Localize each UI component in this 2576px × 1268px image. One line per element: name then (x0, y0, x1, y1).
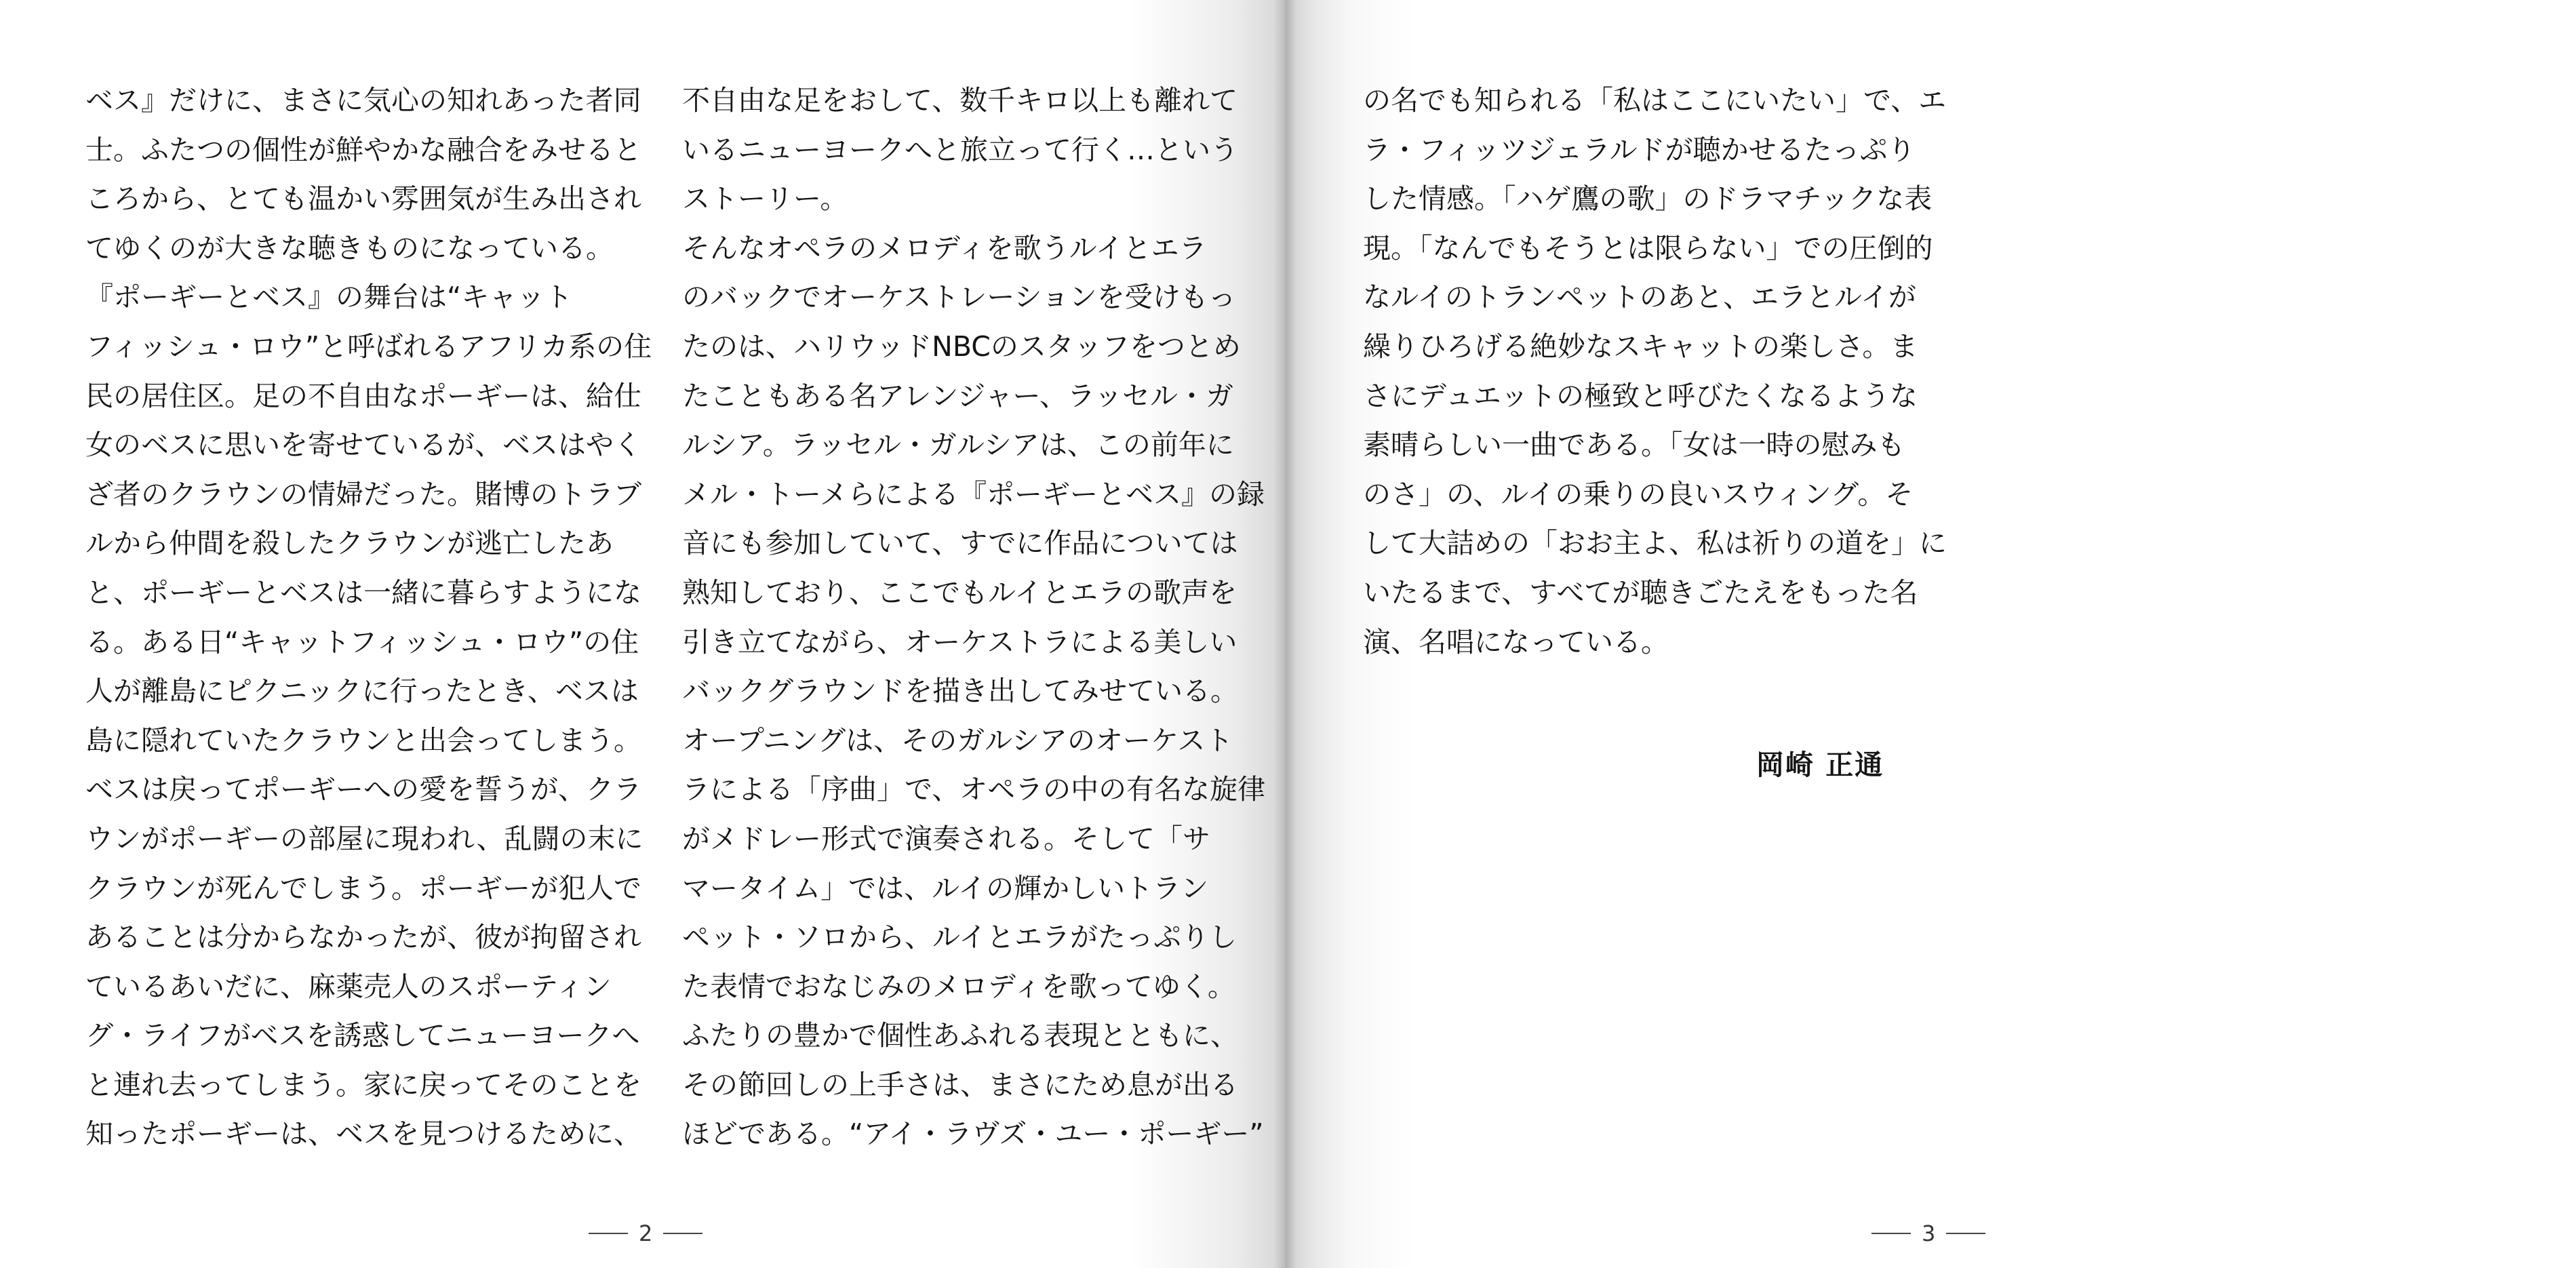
text-line: ルシア。ラッセル・ガルシアは、この前年に (682, 429, 1234, 462)
text-line: フィッシュ・ロウ”と呼ばれるアフリカ系の住 (85, 330, 652, 363)
text-line: 演、名唱になっている。 (1363, 625, 1669, 658)
text-line: てゆくのが大きな聴きものになっている。 (85, 231, 614, 264)
page-number-dash (1946, 1233, 1985, 1234)
bleed-through-lyrics-lower (1356, 719, 1362, 750)
text-line: る。ある日“キャットフィッシュ・ロウ”の住 (85, 625, 639, 658)
text-line: 現。「なんでもそうとは限らない」での圧倒的 (1363, 231, 1933, 264)
text-line: クラウンが死んでしまう。ポーギーが犯人で (85, 871, 641, 905)
text-line: がメドレー形式で演奏される。そして「サ (682, 822, 1210, 855)
text-column-3 (1363, 76, 1947, 667)
text-line: いるニューヨークへと旅立って行く…という (682, 133, 1238, 166)
text-line: なルイのトランペットのあと、エラとルイが (1363, 281, 1916, 314)
bleed-through-titles (2238, 81, 2245, 122)
page-number-left (589, 1221, 702, 1246)
author-name: 岡崎 正通 (1756, 749, 1884, 781)
text-line: オープニングは、そのガルシアのオーケスト (682, 724, 1233, 757)
bleed-through-lyrics-lower-2 (1682, 719, 1687, 750)
text-line: バックグラウンドを描き出してみせている。 (682, 675, 1238, 708)
text-line: ウンがポーギーの部屋に現われ、乱闘の末に (85, 822, 643, 855)
page-number-value: 3 (1922, 1221, 1936, 1246)
text-line: ベスは戻ってポーギーへの愛を誓うが、クラ (85, 773, 641, 806)
text-line: そんなオペラのメロディを歌うルイとエラ (682, 231, 1207, 264)
text-line: 素晴らしい一曲である。「女は一時の慰みも (1363, 429, 1905, 462)
text-line: ラによる「序曲」で、オペラの中の有名な旋律 (682, 773, 1266, 806)
text-line: ころから、とても温かい雰囲気が生み出され (85, 182, 641, 216)
page-number-value: 2 (639, 1221, 653, 1246)
text-line: ているあいだに、麻薬売人のスポーティン (85, 970, 612, 1003)
text-line: 士。ふたつの個性が鮮やかな融合をみせると (85, 133, 641, 166)
text-line: いたるまで、すべてが聴きごたえをもった名 (1363, 576, 1918, 609)
text-line: 民の居住区。足の不自由なポーギーは、給仕 (85, 379, 641, 412)
text-line: ラ・フィッツジェラルドが聴かせるたっぷり (1363, 133, 1916, 166)
text-line: 引き立てながら、オーケストラによる美しい (682, 625, 1237, 658)
book-gutter (1273, 0, 1296, 1268)
text-line: のさ」の、ルイの乗りの良いスウィング。そ (1363, 477, 1914, 511)
text-line: ストーリー。 (682, 182, 848, 216)
text-line: ルから仲間を殺したクラウンが逃亡したあ (85, 527, 614, 560)
text-line: た表情でおなじみのメロディを歌ってゆく。 (682, 970, 1235, 1003)
text-line: して大詰めの「おお主よ、私は祈りの道を」に (1363, 527, 1947, 560)
text-line: の名でも知られる「私はここにいたい」で、エ (1363, 84, 1947, 117)
text-line: 『ポーギーとベス』の舞台は“キャット (85, 281, 573, 314)
text-line: ざ者のクラウンの情婦だった。賭博のトラブ (85, 477, 641, 511)
text-line: と連れ去ってしまう。家に戻ってそのことを (85, 1068, 641, 1101)
text-line: ほどである。“アイ・ラヴズ・ユー・ポーギー” (682, 1117, 1264, 1151)
text-line: のバックでオーケストレーションを受けもっ (682, 281, 1236, 314)
text-line: 知ったポーギーは、ベスを見つけるために、 (85, 1117, 641, 1151)
text-line: と、ポーギーとベスは一緒に暮らすようにな (85, 576, 641, 609)
text-line: 不自由な足をおして、数千キロ以上も離れて (682, 84, 1238, 117)
page-number-dash (589, 1233, 628, 1234)
text-line: 繰りひろげる絶妙なスキャットの楽しさ。ま (1363, 330, 1918, 363)
text-column-2 (682, 76, 1265, 1159)
text-line: メル・トーメらによる『ポーギーとベス』の録 (682, 477, 1265, 511)
text-line: ベス』だけに、まさに気心の知れあった者同 (85, 84, 641, 117)
text-line: マータイム」では、ルイの輝かしいトラン (682, 871, 1209, 905)
text-line: 女のベスに思いを寄せているが、ベスはやく (85, 429, 641, 462)
text-line: たのは、ハリウッドNBCのスタッフをつとめ (682, 330, 1241, 363)
page-number-dash (663, 1233, 702, 1234)
text-line: 島に隠れていたクラウンと出会ってしまう。 (85, 724, 641, 757)
text-line: ふたりの豊かで個性あふれる表現とともに、 (682, 1019, 1238, 1052)
text-column-1 (85, 76, 652, 1159)
page-number-right (1871, 1221, 1985, 1246)
text-line: その節回しの上手さは、まさにため息が出る (682, 1068, 1238, 1101)
text-line: グ・ライフがベスを誘惑してニューヨークへ (85, 1019, 640, 1052)
page-number-dash (1871, 1233, 1911, 1234)
text-line: 人が離島にピクニックに行ったとき、ベスは (85, 675, 639, 708)
bleed-through-lyrics (1960, 81, 1965, 331)
text-line: 熟知しており、ここでもルイとエラの歌声を (682, 576, 1237, 609)
text-line: した情感。「ハゲ鷹の歌」のドラマチックな表 (1363, 182, 1933, 216)
text-line: さにデュエットの極致と呼びたくなるような (1363, 379, 1918, 412)
text-line: たこともある名アレンジャー、ラッセル・ガ (682, 379, 1234, 412)
text-line: ペット・ソロから、ルイとエラがたっぷりし (682, 921, 1237, 954)
text-line: 音にも参加していて、すでに作品については (682, 527, 1238, 560)
text-line: あることは分からなかったが、彼が拘留され (85, 921, 641, 954)
